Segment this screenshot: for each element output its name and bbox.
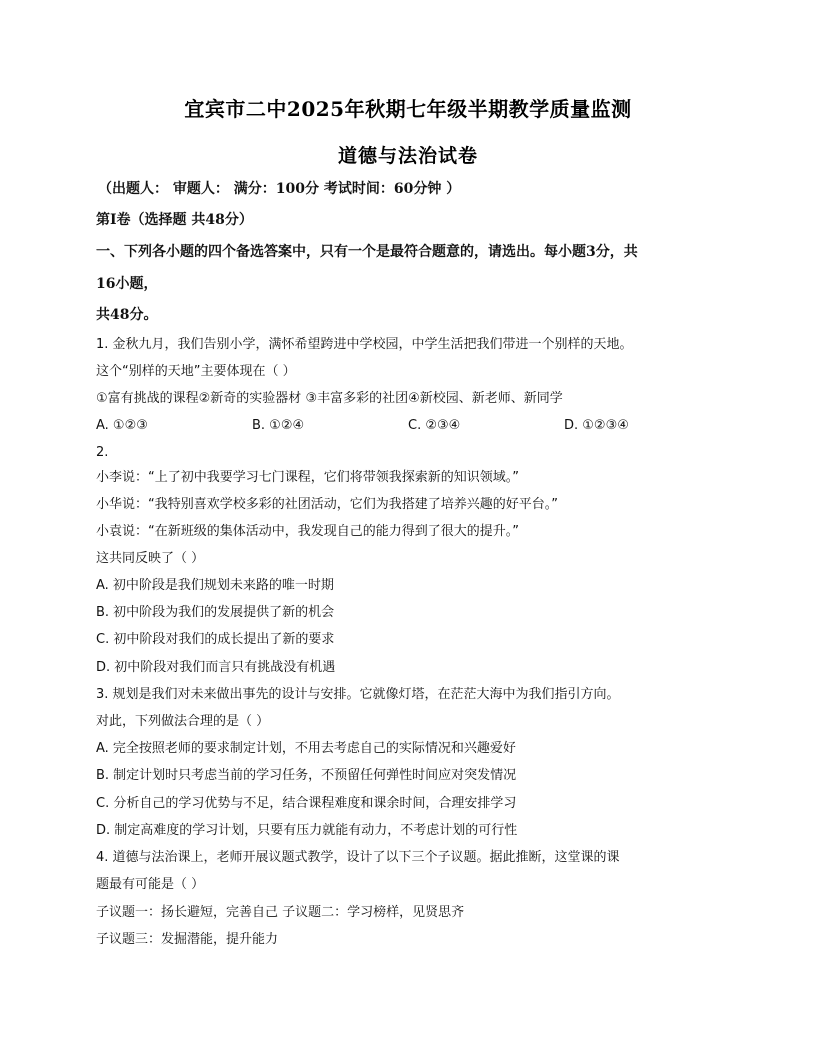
instruction-line: 一、下列各小题的四个备选答案中，只有一个是最符合题意的，请选出。每小题3分，共 (96, 244, 638, 260)
q2-option-c: C. 初中阶段对我们的成长提出了新的要求 (96, 632, 335, 647)
q1-stem: 这个“别样的天地”主要体现在（ ） (96, 364, 296, 379)
q4-stem: 4. 道德与法治课上，老师开展议题式教学，设计了以下三个子议题。据此推断，这堂课的课 (96, 850, 620, 865)
q2-quote: 小华说：“我特别喜欢学校多彩的社团活动，它们为我搭建了培养兴趣的好平台。” (96, 497, 558, 512)
q2-number: 2. (96, 445, 109, 460)
exam-meta: （出题人： 审题人： 满分：100分 考试时间：60分钟 ） (98, 181, 461, 197)
q1-option-d: D. ①②③④ (564, 418, 629, 433)
q2-option-d: D. 初中阶段对我们而言只有挑战没有机遇 (96, 660, 336, 675)
section-title: 第Ⅰ卷（选择题 共48分） (96, 212, 253, 228)
q4-stem: 题最有可能是（ ） (96, 877, 205, 892)
q3-stem: 3. 规划是我们对未来做出事先的设计与安排。它就像灯塔，在茫茫大海中为我们指引方向。 (96, 687, 620, 702)
exam-title: 宜宾市二中2025年秋期七年级半期教学质量监测 (184, 97, 632, 121)
q2-option-b: B. 初中阶段为我们的发展提供了新的机会 (96, 605, 335, 620)
q1-option-b: B. ①②④ (252, 418, 305, 433)
q1-stem: 1. 金秋九月，我们告别小学，满怀希望跨进中学校园，中学生活把我们带进一个别样的天地。 (96, 337, 633, 352)
q4-subtopic: 子议题一：扬长避短，完善自己 子议题二：学习榜样，见贤思齐 (96, 905, 465, 920)
q2-quote: 小李说：“上了初中我要学习七门课程，它们将带领我探索新的知识领域。” (96, 470, 519, 485)
q3-stem: 对此，下列做法合理的是（ ） (96, 714, 270, 729)
q2-stem: 这共同反映了（ ） (96, 551, 205, 566)
q3-option-d: D. 制定高难度的学习计划，只要有压力就能有动力，不考虑计划的可行性 (96, 823, 518, 838)
instruction-line: 16小题， (96, 276, 158, 292)
q1-option-a: A. ①②③ (96, 418, 148, 433)
q2-option-a: A. 初中阶段是我们规划未来路的唯一时期 (96, 578, 334, 593)
exam-subtitle: 道德与法治试卷 (337, 145, 478, 167)
q3-option-c: C. 分析自己的学习优势与不足，结合课程难度和课余时间，合理安排学习 (96, 796, 517, 811)
q3-option-b: B. 制定计划时只考虑当前的学习任务，不预留任何弹性时间应对突发情况 (96, 768, 517, 783)
q1-option-c: C. ②③④ (408, 418, 461, 433)
q2-quote: 小袁说：“在新班级的集体活动中，我发现自己的能力得到了很大的提升。” (96, 524, 519, 539)
q3-option-a: A. 完全按照老师的要求制定计划，不用去考虑自己的实际情况和兴趣爱好 (96, 741, 516, 756)
instruction-line: 共48分。 (96, 307, 158, 323)
q4-subtopic: 子议题三：发掘潜能，提升能力 (96, 932, 279, 947)
q1-items: ①富有挑战的课程②新奇的实验器材 ③丰富多彩的社团④新校园、新老师、新同学 (96, 391, 563, 406)
